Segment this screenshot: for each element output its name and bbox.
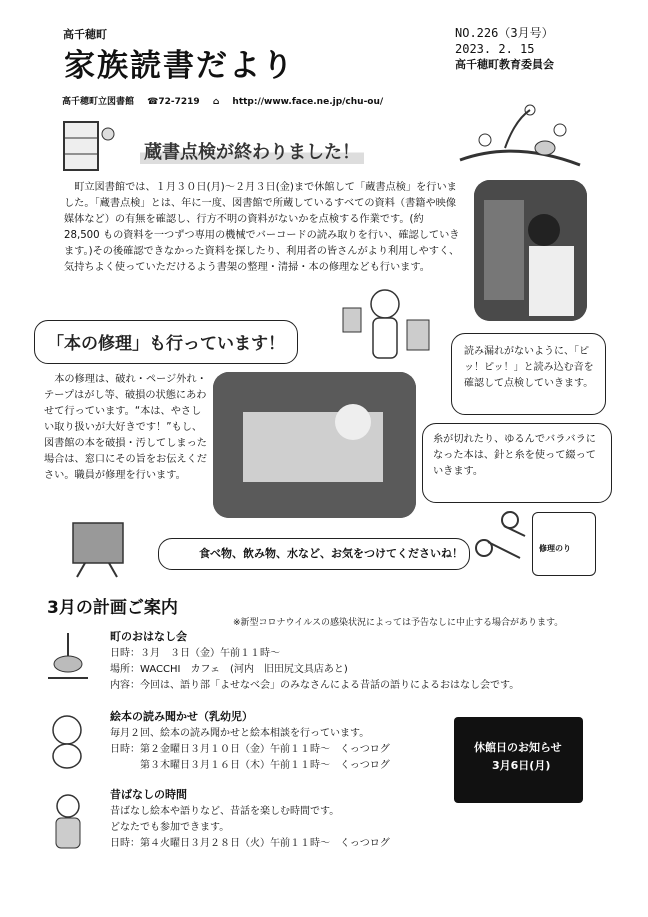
repair-heading-bubble — [34, 320, 298, 364]
repair-photo — [213, 372, 416, 518]
event-picture-book-reading — [110, 708, 390, 774]
repair-caption-bubble — [422, 423, 612, 503]
closed-day-title: 休館日のお知らせ — [474, 741, 562, 754]
publisher: 高千穂町教育委員会 — [455, 58, 554, 71]
event-line: 場所：WACCHI カフェ (河内 旧田尻文具店あと) — [110, 664, 348, 675]
event-title: 絵本の読み聞かせ（乳幼児） — [110, 710, 253, 723]
campfire-illustration — [38, 628, 98, 683]
library-info — [62, 94, 393, 107]
library-name: 高千穂町立図書館 — [62, 97, 135, 107]
book-character-illustration — [65, 515, 150, 580]
library-phone: ☎72-7219 — [147, 97, 200, 107]
bookshelf-icon — [60, 118, 120, 174]
issue-number: NO.226（3月号） — [455, 26, 554, 40]
newsletter-title: 家族読書だより — [64, 48, 295, 84]
event-line: 内容：今回は、語り部「よせなべ会」のみなさんによる昔話の語りによるおはなし会です。 — [110, 680, 520, 691]
event-title: 町のおはなし会 — [110, 630, 187, 643]
covid-notice: ※新型コロナウイルスの感染状況によっては予告なしに中止する場合があります。 — [233, 618, 564, 628]
event-line: 日時：３月 ３日（金）午前１１時～ — [110, 648, 280, 659]
warning-bubble — [158, 538, 470, 570]
closed-day-date: 3月6日(月) — [492, 759, 551, 772]
event-line: 日時：第４火曜日３月２８日（火）午前１１時～ くっつログ — [110, 838, 390, 849]
inventory-heading: 蔵書点検が終わりました！ — [140, 138, 364, 164]
issue-info — [455, 25, 554, 73]
event-storytelling — [110, 628, 519, 694]
event-line: どなたでも参加できます。 — [110, 822, 230, 833]
issue-date: 2023. 2. 15 — [455, 42, 535, 56]
scissors-icon — [470, 508, 530, 568]
event-line: 第３木曜日３月１６日（木）午前１１時～ くっつログ — [110, 760, 390, 771]
home-icon: ⌂ — [212, 97, 220, 107]
event-folktale-time — [110, 786, 390, 852]
event-line: 毎月２回、絵本の読み聞かせと絵本相談を行っています。 — [110, 728, 370, 739]
inventory-caption: 読み漏れがないように、「ピッ！ピッ！」と読み込む音を確認して点検していきます。 — [464, 346, 594, 389]
repair-body: 本の修理は、破れ・ページ外れ・テープはがし等、破損の状態にあわせて行っています。“本は、やさしい取り扱いが大好きです！”もし、図書館の本を破損・汚してしまった場合は、窓口にその旨をお伝えください。職員が修理を行います。 — [44, 374, 207, 481]
glue-jar-illustration — [532, 512, 596, 576]
event-title: 昔ばなしの時間 — [110, 788, 187, 801]
repair-heading: 「本の修理」も行っています！ — [47, 334, 285, 354]
plans-heading: 3月の計画ご案内 — [47, 598, 178, 618]
library-url[interactable]: http://www.face.ne.jp/chu-ou/ — [232, 97, 384, 107]
baby-illustration — [42, 712, 92, 772]
inventory-photo — [474, 180, 587, 321]
plum-branch-illustration — [455, 100, 585, 180]
event-line: 日時：第２金曜日３月１０日（金）午前１１時～ くっつログ — [110, 744, 390, 755]
old-man-illustration — [40, 790, 95, 860]
town-name: 高千穂町 — [63, 28, 107, 41]
warning-text: 食べ物、飲み物、水など、お気をつけてくださいね！ — [199, 547, 463, 560]
book-repair-image — [213, 372, 416, 518]
glue-jar-label: 修理のり — [539, 544, 571, 553]
repair-caption: 糸が切れたり、ゆるんでバラバラになった本は、針と糸を使って綴っていきます。 — [433, 434, 596, 477]
event-line: 昔ばなし絵本や語りなど、昔話を楽しむ時間です。 — [110, 806, 340, 817]
nurse-illustration — [335, 282, 445, 367]
scanning-books-image — [474, 180, 587, 321]
closed-day-board — [454, 717, 583, 803]
inventory-caption-bubble — [451, 333, 606, 415]
inventory-body: 町立図書館では、１月３０日(月)～２月３日(金)まで休館して「蔵書点検」を行いました。「蔵書点検」とは、年に一度、図書館で所蔵しているすべての資料（書籍や映像媒体など）の有無を確認し、行方不明の資料がないかを点検する作業です。(約 28,500 もの資料を一つずつ専用の機械でバーコードの読み取りを行い、確認していきます。)その後確認できなかった資料を探したり、利用者の皆さんがより利用しやすく、気持ちよく使っていただけるよう書架の整理・清掃・本の修理なども行います。 — [64, 182, 460, 273]
